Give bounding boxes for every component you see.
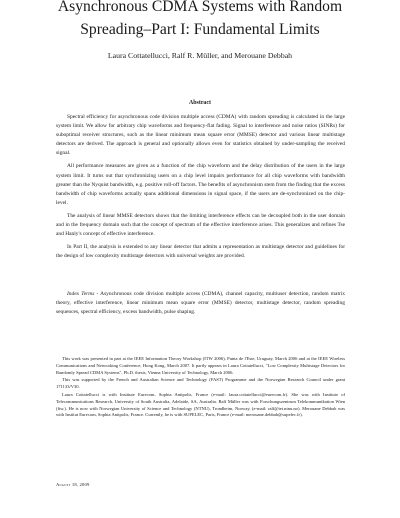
index-terms <box>56 290 345 317</box>
footnote: This was supported by the French and Australian Science and Technology (FAST) Programme and the Norwegian Research Council under grant 171133/V30. <box>56 377 345 390</box>
abstract-paragraph: Spectral efficiency for asynchronous code division multiple access (CDMA) with random spreading is calculated in the large system limit. We allow for arbitrary chip waveforms and frequency-flat fading. Signal to interference and noise ratios (SINRs) for suboptimal receiver structures, such as the linear minimum mean square error (MMSE) detector and various linear multistage detectors are derived. The approach is general and optionally allows even for statistics obtained by under-sampling the received signal. <box>56 114 345 157</box>
footnote: Laura Cottatellucci is with Institute Eurecom, Sophia Antipolis, France (e-mail: laura.cottatellucci@eurecom.fr). She was with Institute of Telecommunications Research, University of South Australia, Adelaide, SA, Australia. Ralf Müller was with Forschungszentrum Telekommunikation Wien (ftw.). He is now with Norwegian University of Science and Technology (NTNU), Trondheim, Norway, (e-mail: ralf@iet.ntnu.no). Merouane Debbah was with Institut Eurecom, Sophia Antipolis, France. Currently, he is with SUPELEC, Paris, France (e-mail: merouane.debbah@supelec.fr). <box>56 391 345 418</box>
abstract-paragraph: In Part II, the analysis is extended to any linear detector that admits a representation as multistage detector and guidelines for the design of low complexity multistage detectors with universal weights are provided. <box>56 244 345 260</box>
abstract-paragraph: The analysis of linear MMSE detectors shows that the limiting interference effects can be decoupled both in the user domain and in the frequency domain such that the concept of spectrum of the effective interference arises. This generalizes and refines Tse and Hanly's concept of effective interference. <box>56 212 345 238</box>
paper-title-line1: Asynchronous CDMA Systems with Random <box>57 0 343 15</box>
index-terms-label: Index Terms <box>67 291 95 297</box>
abstract-heading: Abstract <box>189 100 211 106</box>
index-terms-text: - Asynchronous code division multiple access (CDMA), channel capacity, multiuser detection, random matrix theory, effective interference, linear minimum mean square error (MMSE) detector, multistage detector, random spreading sequences, spectral efficiency, excess bandwidth, pulse shaping. <box>56 291 345 316</box>
footnotes <box>56 356 345 420</box>
abstract-body <box>56 113 345 265</box>
document-date: August 18, 2009 <box>56 482 90 487</box>
abstract-paragraph: All performance measures are given as a function of the chip waveform and the delay distribution of the users in the large system limit. It turns out that synchronizing users on a chip level impairs performance for all chip waveforms with bandwidth greater than the Nyquist bandwidth, e.g. positive roll-off factors. The benefits of asynchronism stem from the finding that the excess bandwidth of chip waveforms actually spans additional dimensions in signal space, if the users are de-synchronized on the chip-level. <box>56 163 345 206</box>
author-list: Laura Cottatellucci, Ralf R. Müller, and Merouane Debbah <box>107 51 293 60</box>
paper-title-line2: Spreading–Part I: Fundamental Limits <box>80 21 320 38</box>
footnote: This work was presented in part at the IEEE Information Theory Workshop (ITW 2006), Punta de l'Este, Uruguay, March 2006 and at the IEEE Wireless Communications and Networking Conference, Hong Kong, March 2007. It partly appears in Laura Cottatellucci, "Low Complexity Multistage Detectors for Randomly Spread CDMA Systems", Ph.D. thesis, Vienna University of Technology, March 2006. <box>56 356 345 375</box>
